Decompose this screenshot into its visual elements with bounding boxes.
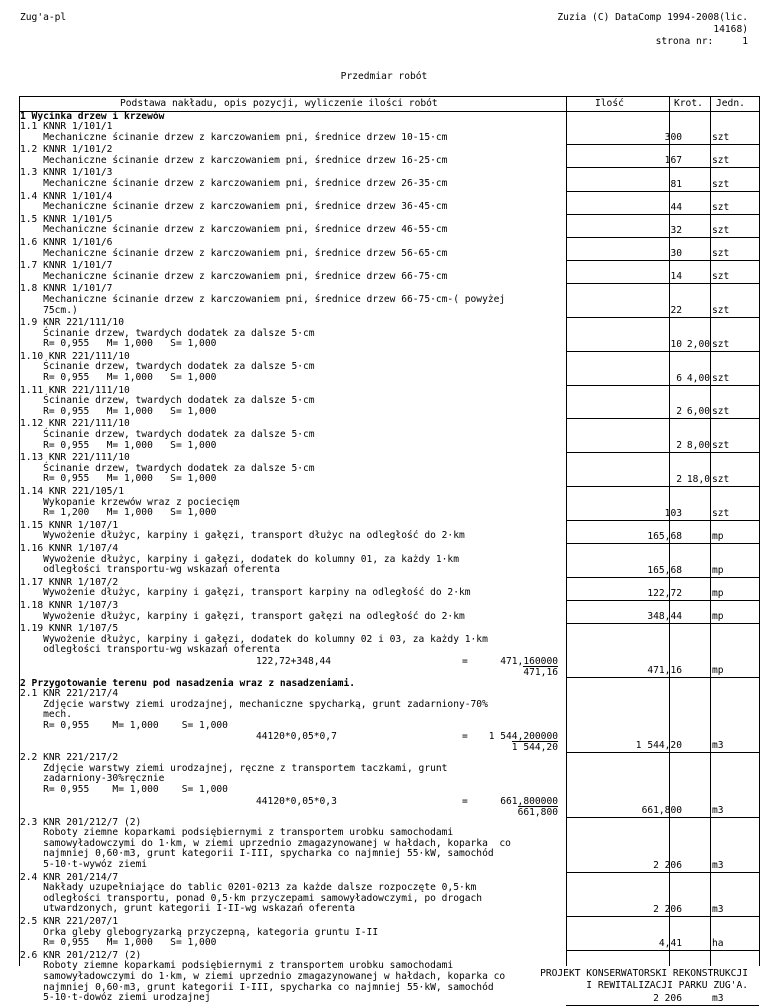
- section-title: 2 Przygotowanie terenu pod nasadzenia wraz z nasadzeniami.: [20, 677, 356, 689]
- item-quantity: 81: [670, 178, 682, 190]
- item-quantity: 4,41: [658, 937, 682, 949]
- estimate-item: [0, 284, 768, 318]
- item-unit: szt: [712, 507, 730, 519]
- item-quantity: 2: [676, 406, 682, 418]
- item-quantity: 165,68: [647, 564, 682, 576]
- item-description: [0, 122, 560, 143]
- item-description-line: odległości transportu-wg wskazań oferenta: [20, 564, 280, 576]
- section-title: 1 Wycinka drzew i krzewów: [20, 111, 165, 122]
- item-quantity: 348,44: [647, 611, 682, 623]
- item-description-line: mech.: [20, 709, 72, 721]
- page-number: 1: [742, 36, 748, 47]
- estimate-item: [0, 689, 768, 753]
- estimate-item: [0, 122, 768, 145]
- item-description-line: Wywożenie dłużyc, karpiny i gałęzi, transport gałęzi na odległość do 2·km: [20, 610, 465, 622]
- item-quantity: 14: [670, 271, 682, 283]
- item-quantity: 6: [676, 372, 682, 384]
- item-unit: szt: [712, 178, 730, 190]
- estimate-item: [0, 145, 768, 168]
- calc-expression: 44120*0,05*0,3: [256, 795, 337, 807]
- item-description: [0, 521, 560, 542]
- item-code: 1.16 KNNR 1/107/4: [20, 542, 119, 554]
- item-quantity: 22: [670, 305, 682, 317]
- item-description: [0, 168, 560, 189]
- item-description-line: R= 0,955 M= 1,000 S= 1,000: [20, 338, 217, 350]
- item-quantity: 122,72: [647, 587, 682, 599]
- footer-line-2: I REWITALIZACJI PARKU ZUG'A.: [586, 980, 748, 991]
- estimate-item: [0, 873, 768, 917]
- item-quantity: 2 206: [653, 904, 682, 915]
- item-unit: m3: [712, 859, 724, 871]
- estimate-item: [0, 419, 768, 453]
- item-description-line: R= 0,955 M= 1,000 S= 1,000: [20, 372, 217, 384]
- item-description-line: Wywożenie dłużyc, karpiny i gałęzi, dodatek do kolumny 01, za każdy 1·km: [20, 553, 459, 565]
- item-description-line: Mechaniczne ścinanie drzew z karczowaniem pni, średnice drzew 56-65·cm: [20, 247, 448, 259]
- estimate-item: [0, 352, 768, 386]
- item-quantity: 103: [664, 507, 682, 519]
- item-description-line: Mechaniczne ścinanie drzew z karczowaniem pni, średnice drzew 46-55·cm: [20, 224, 448, 236]
- header-software-info: [557, 12, 748, 48]
- item-description-line: R= 0,955 M= 1,000 S= 1,000: [20, 405, 217, 417]
- item-unit: szt: [712, 338, 730, 350]
- item-quantity: 2: [676, 440, 682, 452]
- calc-equals: =: [462, 795, 468, 807]
- calc-expression: 122,72+348,44: [256, 655, 332, 667]
- estimate-item: [0, 318, 768, 352]
- estimate-item: [0, 544, 768, 578]
- item-unit: m3: [712, 992, 724, 1004]
- item-description-line: Mechaniczne ścinanie drzew z karczowaniem pni, średnice drzew 66-75·cm: [20, 270, 448, 282]
- item-description-line: R= 0,955 M= 1,000 S= 1,000: [20, 719, 228, 731]
- item-code: 1.13 KNR 221/111/10: [20, 452, 130, 464]
- page-label: strona nr:: [655, 36, 714, 47]
- item-description: [0, 818, 560, 871]
- item-unit: szt: [712, 372, 730, 384]
- item-quantity: 2 206: [653, 859, 682, 871]
- item-description: [0, 419, 560, 451]
- item-unit: szt: [712, 132, 730, 144]
- item-code: 2.2 KNR 221/217/2: [20, 752, 119, 764]
- item-unit: ha: [712, 937, 724, 949]
- item-code: 1.11 KNR 221/111/10: [20, 384, 130, 396]
- item-unit: m3: [712, 904, 724, 915]
- item-quantity: 10: [670, 338, 682, 350]
- item-multiplier: 6,00: [686, 406, 710, 418]
- column-header-multiplier: Krot.: [674, 98, 703, 109]
- item-code: 1.10 KNR 221/111/10: [20, 350, 130, 362]
- estimate-item: [0, 818, 768, 873]
- estimate-item: [0, 917, 768, 951]
- item-unit: szt: [712, 224, 730, 236]
- item-description-line: Mechaniczne ścinanie drzew z karczowaniem pni, średnice drzew 16-25·cm: [20, 154, 448, 166]
- item-description-line: odległości transportu, ponad 0,5·km przyczepami samowyładowczymi, po drogach: [20, 892, 483, 904]
- estimate-item: [0, 521, 768, 544]
- calc-total: 1 544,20: [511, 742, 558, 754]
- item-description-line: Wywożenie dłużyc, karpiny i gałęzi, transport karpiny na odległość do 2·km: [20, 587, 471, 599]
- item-quantity: 32: [670, 224, 682, 236]
- item-code: 1.5 KNNR 1/101/5: [20, 213, 113, 225]
- item-description-line: samowyładowczymi do 1·km, w ziemi uprzednio zmagazynowanej w hałdach, koparka co: [20, 970, 506, 982]
- calc-total: 471,16: [523, 666, 558, 678]
- estimate-item: [0, 238, 768, 261]
- estimate-item: [0, 261, 768, 284]
- item-code: 1.2 KNNR 1/101/2: [20, 144, 113, 156]
- item-code: 1.19 KNNR 1/107/5: [20, 623, 119, 635]
- item-unit: m3: [712, 804, 724, 816]
- calc-total: 661,800: [517, 806, 558, 818]
- item-unit: mp: [712, 564, 724, 576]
- item-description-line: najmniej 0,60·m3, grunt kategorii I-III, spycharka co najmniej 55·kW, samochód: [20, 848, 494, 860]
- software-line-1: Zuzia (C) DataComp 1994-2008(lic.: [557, 12, 748, 23]
- item-unit: szt: [712, 440, 730, 452]
- item-description: [0, 261, 560, 282]
- calc-result: 661,800000: [500, 795, 558, 807]
- item-description: [0, 487, 560, 519]
- item-description: [0, 951, 560, 1004]
- item-unit: szt: [712, 406, 730, 418]
- estimate-item: [0, 168, 768, 191]
- estimate-item: [0, 753, 768, 817]
- calc-equals: =: [462, 731, 468, 743]
- item-description-line: R= 0,955 M= 1,000 S= 1,000: [20, 439, 217, 451]
- item-description: [0, 917, 560, 949]
- estimate-item: [0, 601, 768, 624]
- item-description: [0, 386, 560, 418]
- item-description-line: Orka gleby glebogryzarką przyczepną, kategoria gruntu I-II: [20, 926, 379, 938]
- item-code: 1.4 KNNR 1/101/4: [20, 190, 113, 202]
- item-description-line: R= 0,955 M= 1,000 S= 1,000: [20, 473, 217, 485]
- item-description-line: Mechaniczne ścinanie drzew z karczowaniem pni, średnice drzew 66-75·cm-( powyżej: [20, 293, 506, 305]
- calc-result: 471,160000: [500, 655, 558, 667]
- cost-estimate-rows: [0, 111, 768, 1006]
- item-description: [0, 624, 560, 656]
- item-description-line: odległości transportu-wg wskazań oferenta: [20, 644, 280, 656]
- document-title: Przedmiar robót: [340, 71, 428, 82]
- item-description-line: R= 0,955 M= 1,000 S= 1,000: [20, 937, 217, 949]
- item-code: 2.1 KNR 221/217/4: [20, 687, 119, 699]
- column-header-description: Podstawa nakładu, opis pozycji, wyliczenie ilości robót: [120, 98, 438, 109]
- estimate-item: [0, 453, 768, 487]
- item-description-line: Ścinanie drzew, twardych dodatek za dalsze 5·cm: [20, 395, 315, 407]
- estimate-item: [0, 578, 768, 601]
- item-description-line: Roboty ziemne koparkami podsiębiernymi z transportem urobku samochodami: [20, 960, 454, 972]
- item-description-line: Ścinanie drzew, twardych dodatek za dalsze 5·cm: [20, 462, 315, 474]
- estimate-item: [0, 624, 768, 678]
- estimate-item: [0, 487, 768, 521]
- item-quantity: 471,16: [647, 664, 682, 676]
- item-description-line: Zdjęcie warstwy ziemi urodzajnej, ręczne z transportem taczkami, grunt: [20, 762, 448, 774]
- item-code: 1.3 KNNR 1/101/3: [20, 167, 113, 179]
- item-description-line: Mechaniczne ścinanie drzew z karczowaniem pni, średnice drzew 26-35·cm: [20, 177, 448, 189]
- item-quantity: 661,800: [641, 804, 682, 816]
- item-description: [0, 753, 560, 795]
- item-code: 1.9 KNR 221/111/10: [20, 317, 124, 329]
- item-code: 2.4 KNR 201/214/7: [20, 871, 119, 883]
- item-unit: szt: [712, 305, 730, 317]
- item-code: 1.6 KNNR 1/101/6: [20, 236, 113, 248]
- project-footer: [540, 968, 748, 992]
- item-description-line: Wykopanie krzewów wraz z pociecięm: [20, 496, 240, 508]
- item-description: [0, 689, 560, 731]
- item-description-line: Roboty ziemne koparkami podsiębiernymi z transportem urobku samochodami: [20, 827, 454, 839]
- estimate-item: [0, 215, 768, 238]
- item-unit: mp: [712, 611, 724, 623]
- item-description-line: samowyładowczymi do 1·km, w ziemi uprzednio zmagazynowanej w hałdach, koparka co: [20, 837, 511, 849]
- item-unit: mp: [712, 664, 724, 676]
- item-quantity: 30: [670, 248, 682, 260]
- item-description-line: Mechaniczne ścinanie drzew z karczowaniem pni, średnice drzew 36-45·cm: [20, 201, 448, 213]
- item-description-line: zadarniony-30%ręcznie: [20, 773, 165, 785]
- item-description: [0, 238, 560, 259]
- item-code: 1.15 KNNR 1/107/1: [20, 519, 119, 531]
- item-description-line: 5-10·t-wywóz ziemi: [20, 859, 148, 871]
- item-quantity: 300: [664, 132, 682, 144]
- item-unit: szt: [712, 201, 730, 213]
- item-quantity: 165,68: [647, 530, 682, 542]
- item-description: [0, 284, 560, 316]
- column-header-unit: Jedn.: [716, 98, 745, 109]
- item-description: [0, 544, 560, 576]
- item-code: 2.3 KNR 201/212/7 (2): [20, 816, 142, 828]
- item-description: [0, 215, 560, 236]
- item-code: 2.5 KNR 221/207/1: [20, 916, 119, 927]
- item-description-line: Ścinanie drzew, twardych dodatek za dalsze 5·cm: [20, 327, 315, 339]
- software-line-2: 14168): [713, 24, 748, 35]
- item-description: [0, 578, 560, 599]
- item-multiplier: 8,00: [686, 440, 710, 452]
- calc-result: 1 544,200000: [488, 731, 558, 743]
- item-description-line: R= 1,200 M= 1,000 S= 1,000: [20, 507, 217, 519]
- item-unit: szt: [712, 248, 730, 260]
- item-code: 2.6 KNR 201/212/7 (2): [20, 949, 142, 961]
- item-unit: szt: [712, 474, 730, 485]
- item-code: 1.12 KNR 221/111/10: [20, 418, 130, 430]
- header-doc-code: Zug'a-pl: [20, 12, 67, 23]
- item-description-line: 75cm.): [20, 304, 78, 316]
- item-description: [0, 318, 560, 350]
- item-description: [0, 873, 560, 915]
- item-description-line: Zdjęcie warstwy ziemi urodzajnej, mechaniczne spycharką, grunt zadarniony-70%: [20, 698, 488, 710]
- item-multiplier: 18,0: [686, 474, 710, 485]
- item-quantity: 44: [670, 201, 682, 213]
- item-description: [0, 352, 560, 384]
- item-quantity: 2: [676, 474, 682, 485]
- item-description-line: 5-10·t-dowóz ziemi urodzajnej: [20, 992, 211, 1004]
- item-code: 1.7 KNNR 1/101/7: [20, 260, 113, 272]
- item-description: [0, 145, 560, 166]
- item-code: 1.14 KNR 221/105/1: [20, 486, 124, 497]
- estimate-item: [0, 192, 768, 215]
- item-unit: mp: [712, 530, 724, 542]
- item-description: [0, 601, 560, 622]
- item-description-line: Mechaniczne ścinanie drzew z karczowaniem pni, średnice drzew 10-15·cm: [20, 131, 448, 143]
- item-description-line: Wywożenie dłużyc, karpiny i gałęzi, dodatek do kolumny 02 i 03, za każdy 1·km: [20, 633, 488, 645]
- item-code: 1.1 KNNR 1/101/1: [20, 121, 113, 132]
- item-description: [0, 192, 560, 213]
- item-quantity: 167: [664, 155, 682, 167]
- item-unit: szt: [712, 155, 730, 167]
- item-description-line: R= 0,955 M= 1,000 S= 1,000: [20, 784, 228, 796]
- calc-expression: 44120*0,05*0,7: [256, 731, 337, 743]
- item-description-line: Wywożenie dłużyc, karpiny i gałęzi, transport dłużyc na odległość do 2·km: [20, 530, 465, 542]
- item-quantity: 1 544,20: [635, 740, 682, 752]
- item-multiplier: 2,00: [686, 338, 710, 350]
- item-unit: mp: [712, 587, 724, 599]
- footer-line-1: PROJEKT KONSERWATORSKI REKONSTRUKCJI: [540, 968, 748, 979]
- item-unit: szt: [712, 271, 730, 283]
- item-description-line: utwardzonych, grunt kategorii I-II-wg wskazań oferenta: [20, 903, 356, 915]
- item-description-line: Nakłady uzupełniające do tablic 0201-0213 za każde dalsze rozpoczęte 0,5·km: [20, 882, 477, 894]
- column-header-quantity: Ilość: [595, 98, 624, 109]
- item-quantity: 2 206: [653, 992, 682, 1004]
- qty-cell-rule: [566, 677, 759, 678]
- item-code: 1.18 KNNR 1/107/3: [20, 599, 119, 611]
- calc-equals: =: [462, 655, 468, 667]
- item-code: 1.17 KNNR 1/107/2: [20, 576, 119, 588]
- item-unit: m3: [712, 740, 724, 752]
- item-description-line: najmniej 0,60·m3, grunt kategorii I-III, spycharka co najmniej 55·kW, samochód: [20, 981, 494, 993]
- item-code: 1.8 KNNR 1/101/7: [20, 283, 113, 295]
- item-description-line: Ścinanie drzew, twardych dodatek za dalsze 5·cm: [20, 361, 315, 373]
- item-description-line: Ścinanie drzew, twardych dodatek za dalsze 5·cm: [20, 429, 315, 441]
- estimate-item: [0, 386, 768, 420]
- item-multiplier: 4,00: [686, 372, 710, 384]
- item-description: [0, 453, 560, 485]
